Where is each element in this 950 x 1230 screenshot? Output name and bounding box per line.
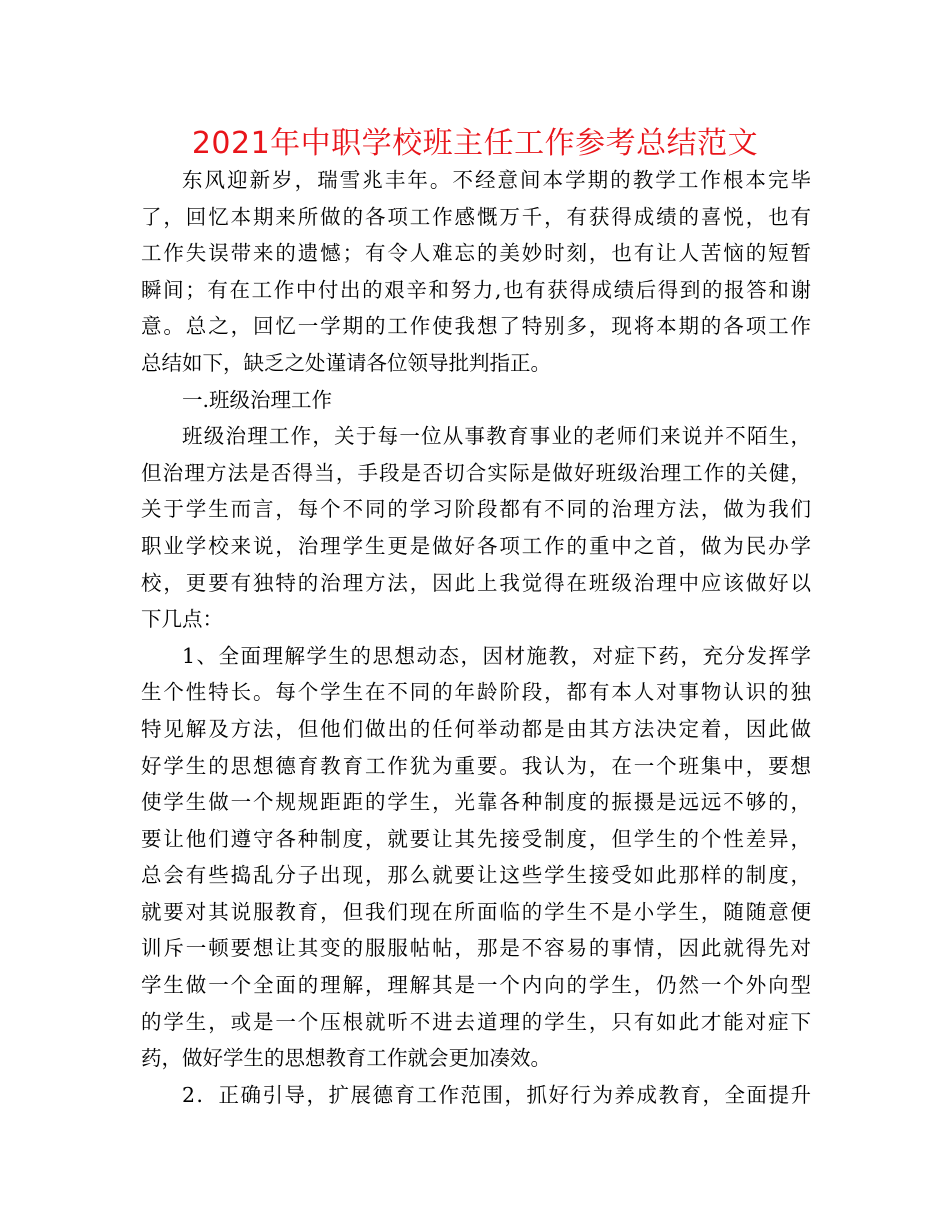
paragraph-line: 下几点：: [141, 607, 223, 632]
paragraph-line: 2．正确引导，扩展德育工作范围，抓好行为养成教育，全面提升: [182, 1082, 811, 1107]
paragraph-line: 生个性特长。每个学生在不同的年龄阶段，都有本人对事物认识的独: [141, 680, 811, 705]
paragraph-line: 但治理方法是否得当，手段是否切合实际是做好班级治理工作的关健，: [141, 460, 811, 485]
paragraph-line: 就要对其说服教育，但我们现在所面临的学生不是小学生，随随意便: [141, 899, 811, 924]
paragraph-line: 班级治理工作，关于每一位从事教育事业的老师们来说并不陌生，: [182, 424, 811, 449]
paragraph-line: 好学生的思想德育教育工作犹为重要。我认为，在一个班集中，要想: [141, 753, 811, 778]
paragraph-line: 关于学生而言，每个不同的学习阶段都有不同的治理方法，做为我们: [141, 497, 811, 522]
paragraph-line: 药，做好学生的思想教育工作就会更加凑效。: [141, 1046, 551, 1071]
paragraph-line: 工作失误带来的遗憾；有令人难忘的美妙时刻，也有让人苦恼的短暂: [141, 241, 811, 266]
document-body: [141, 162, 811, 1113]
paragraph-line: 了，回忆本期来所做的各项工作感慨万千，有获得成绩的喜悦，也有: [141, 204, 811, 229]
paragraph-line: 总结如下，缺乏之处谨请各位领导批判指正。: [141, 350, 551, 375]
paragraph-line: 1、全面理解学生的思想动态，因材施教，对症下药，充分发挥学: [182, 643, 811, 668]
paragraph-line: 东风迎新岁，瑞雪兆丰年。不经意间本学期的教学工作根本完毕: [182, 168, 811, 192]
paragraph-line: 特见解及方法，但他们做出的任何举动都是由其方法决定着，因此做: [141, 716, 811, 741]
paragraph-line: 要让他们遵守各种制度，就要让其先接受制度，但学生的个性差异，: [141, 826, 811, 851]
paragraph-line: 意。总之，回忆一学期的工作使我想了特别多，现将本期的各项工作: [141, 314, 811, 339]
paragraph-line: 一.班级治理工作: [182, 387, 333, 412]
paragraph-line: 校，更要有独特的治理方法，因此上我觉得在班级治理中应该做好以: [141, 570, 811, 595]
paragraph-line: 使学生做一个规规距距的学生，光靠各种制度的振摄是远远不够的，: [141, 790, 811, 815]
paragraph-line: 职业学校来说，治理学生更是做好各项工作的重中之首，做为民办学: [141, 533, 811, 558]
paragraph-line: 总会有些捣乱分子出现，那么就要让这些学生接受如此那样的制度，: [141, 863, 811, 888]
paragraph-line: 训斥一顿要想让其变的服服帖帖，那是不容易的事情，因此就得先对: [141, 936, 811, 961]
paragraph-line: 瞬间；有在工作中付出的艰辛和努力,也有获得成绩后得到的报答和谢: [141, 277, 811, 302]
paragraph-line: 的学生，或是一个压根就听不进去道理的学生，只有如此才能对症下: [141, 1009, 811, 1034]
document-title: 2021年中职学校班主任工作参考总结范文: [191, 126, 759, 161]
paragraph-line: 学生做一个全面的理解，理解其是一个内向的学生，仍然一个外向型: [141, 973, 811, 998]
